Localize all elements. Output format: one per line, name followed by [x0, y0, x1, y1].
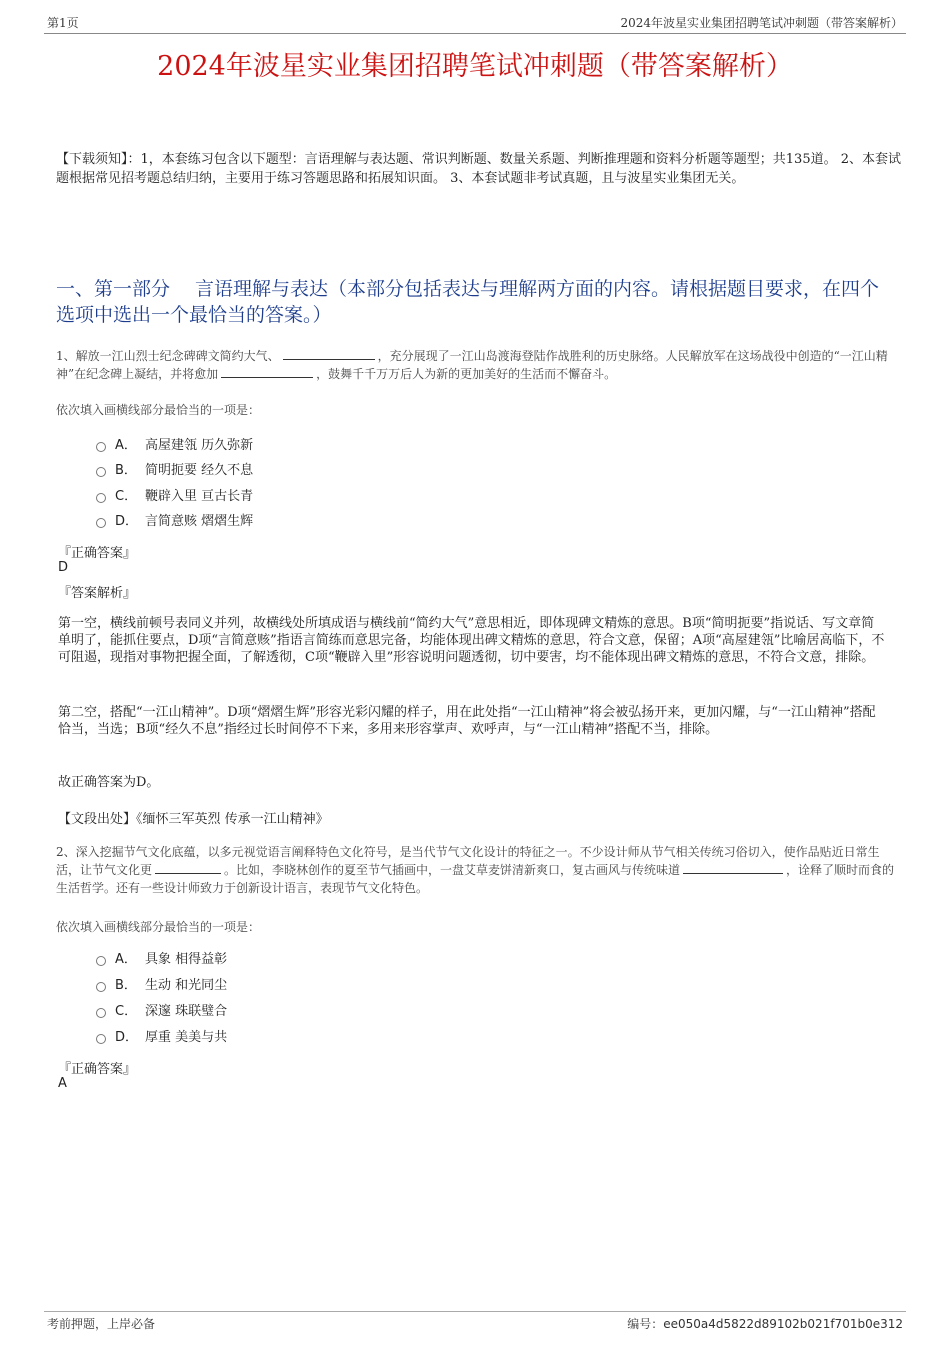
question-1-answer-label: 『正确答案』: [58, 546, 137, 561]
radio-icon[interactable]: [96, 956, 106, 966]
radio-icon[interactable]: [96, 1008, 106, 1018]
question-1-answer: D: [58, 560, 69, 575]
document-title: 2024年波星实业集团招聘笔试冲刺题（带答案解析）: [157, 51, 793, 82]
question-1-option-b[interactable]: B． 简明扼要 经久不息: [96, 462, 253, 480]
question-1-conclusion: 故正确答案为D。: [58, 775, 160, 790]
question-2-option-d[interactable]: D． 厚重 美美与共: [96, 1029, 227, 1047]
radio-icon[interactable]: [96, 442, 106, 452]
question-1-stem: 1、解放一江山烈士纪念碑碑文简约大气、 ，充分展现了一江山岛渡海登陆作战胜利的历史脉络。人民解放军在这场战役中创造的“一江山精神”在纪念碑上凝结，并将愈加 ，鼓舞千千万万后人为新的更加美好的生活而不懈奋斗。: [56, 349, 888, 381]
header-divider: [44, 33, 906, 34]
answer-blank: [683, 861, 783, 874]
question-2-stem: 2、深入挖掘节气文化底蕴，以多元视觉语言阐释特色文化符号，是当代节气文化设计的特征之一。不少设计师从节气相关传统习俗切入，使作品贴近日常生活，让节气文化更 。比如，李晓林创作的夏至节气插画中，一盘艾草麦饼清新爽口，复古画风与传统味道 ，诠释了顺时而食的生活哲学。还有一些设计师致力于创新设计语言，表现节气文化特色。: [56, 845, 895, 895]
question-2-option-b[interactable]: B． 生动 和光同尘: [96, 977, 227, 995]
question-2-option-c[interactable]: C． 深邃 珠联璧合: [96, 1003, 227, 1021]
question-2-answer-label: 『正确答案』: [58, 1062, 137, 1077]
answer-blank: [155, 861, 221, 874]
radio-icon[interactable]: [96, 518, 106, 528]
page-number: 第1页: [47, 16, 79, 30]
footer-slogan: 考前押题，上岸必备: [47, 1317, 156, 1331]
question-1-option-d[interactable]: D． 言简意赅 熠熠生辉: [96, 513, 253, 531]
section-heading: 一、第一部分 言语理解与表达（本部分包括表达与理解两方面的内容。请根据题目要求，在四个选项中选出一个最恰当的答案。）: [56, 278, 880, 326]
answer-blank: [221, 365, 313, 378]
radio-icon[interactable]: [96, 1034, 106, 1044]
radio-icon[interactable]: [96, 467, 106, 477]
question-1-analysis-paragraph: 第一空，横线前顿号表同义并列，故横线处所填成语与横线前“简约大气”意思相近，即体现碑文精炼的意思。B项“简明扼要”指说话、写文章简单明了，能抓住要点，D项“言简意赅”指语言简练而意思完备，均能体现出碑文精炼的意思，符合文意，保留；A项“高屋建瓴”比喻居高临下，不可阻遏，现指对事物把握全面，了解透彻，C项“鞭辟入里”形容说明问题透彻，切中要害，均不能体现出碑文精炼的意思，不符合文意，排除。: [58, 616, 885, 665]
question-1-analysis-paragraph: 第二空，搭配“一江山精神”。D项“熠熠生辉”形容光彩闪耀的样子，用在此处指“一江山精神”将会被弘扬开来，更加闪耀，与“一江山精神”搭配恰当，当选；B项“经久不息”指经过长时间停不下来，多用来形容掌声、欢呼声，与“一江山精神”搭配不当，排除。: [58, 705, 876, 737]
question-2-answer: A: [58, 1076, 67, 1091]
answer-blank: [283, 347, 375, 360]
question-1-analysis-label: 『答案解析』: [58, 586, 137, 601]
header-doc-title: 2024年波星实业集团招聘笔试冲刺题（带答案解析）: [620, 16, 903, 30]
radio-icon[interactable]: [96, 493, 106, 503]
question-1-option-c[interactable]: C． 鞭辟入里 亘古长青: [96, 488, 253, 506]
question-2-option-a[interactable]: A． 具象 相得益彰: [96, 951, 227, 969]
question-1-prompt: 依次填入画横线部分最恰当的一项是：: [56, 403, 261, 417]
question-1-option-a[interactable]: A． 高屋建瓴 历久弥新: [96, 437, 253, 455]
question-2-prompt: 依次填入画横线部分最恰当的一项是：: [56, 920, 261, 934]
radio-icon[interactable]: [96, 982, 106, 992]
footer-divider: [44, 1311, 906, 1312]
document-code: 编号：ee050a4d5822d89102b021f701b0e312: [627, 1317, 903, 1331]
question-1-source: 【文段出处】《缅怀三军英烈 传承一江山精神》: [58, 812, 329, 827]
download-notice: 【下载须知】：1，本套练习包含以下题型：言语理解与表达题、常识判断题、数量关系题、判断推理题和资料分析题等题型；共135道。 2、本套试题根据常见招考题总结归纳，主要用于练习答题思路和拓展知识面。 3、本套试题非考试真题，且与波星实业集团无关。: [56, 152, 901, 186]
